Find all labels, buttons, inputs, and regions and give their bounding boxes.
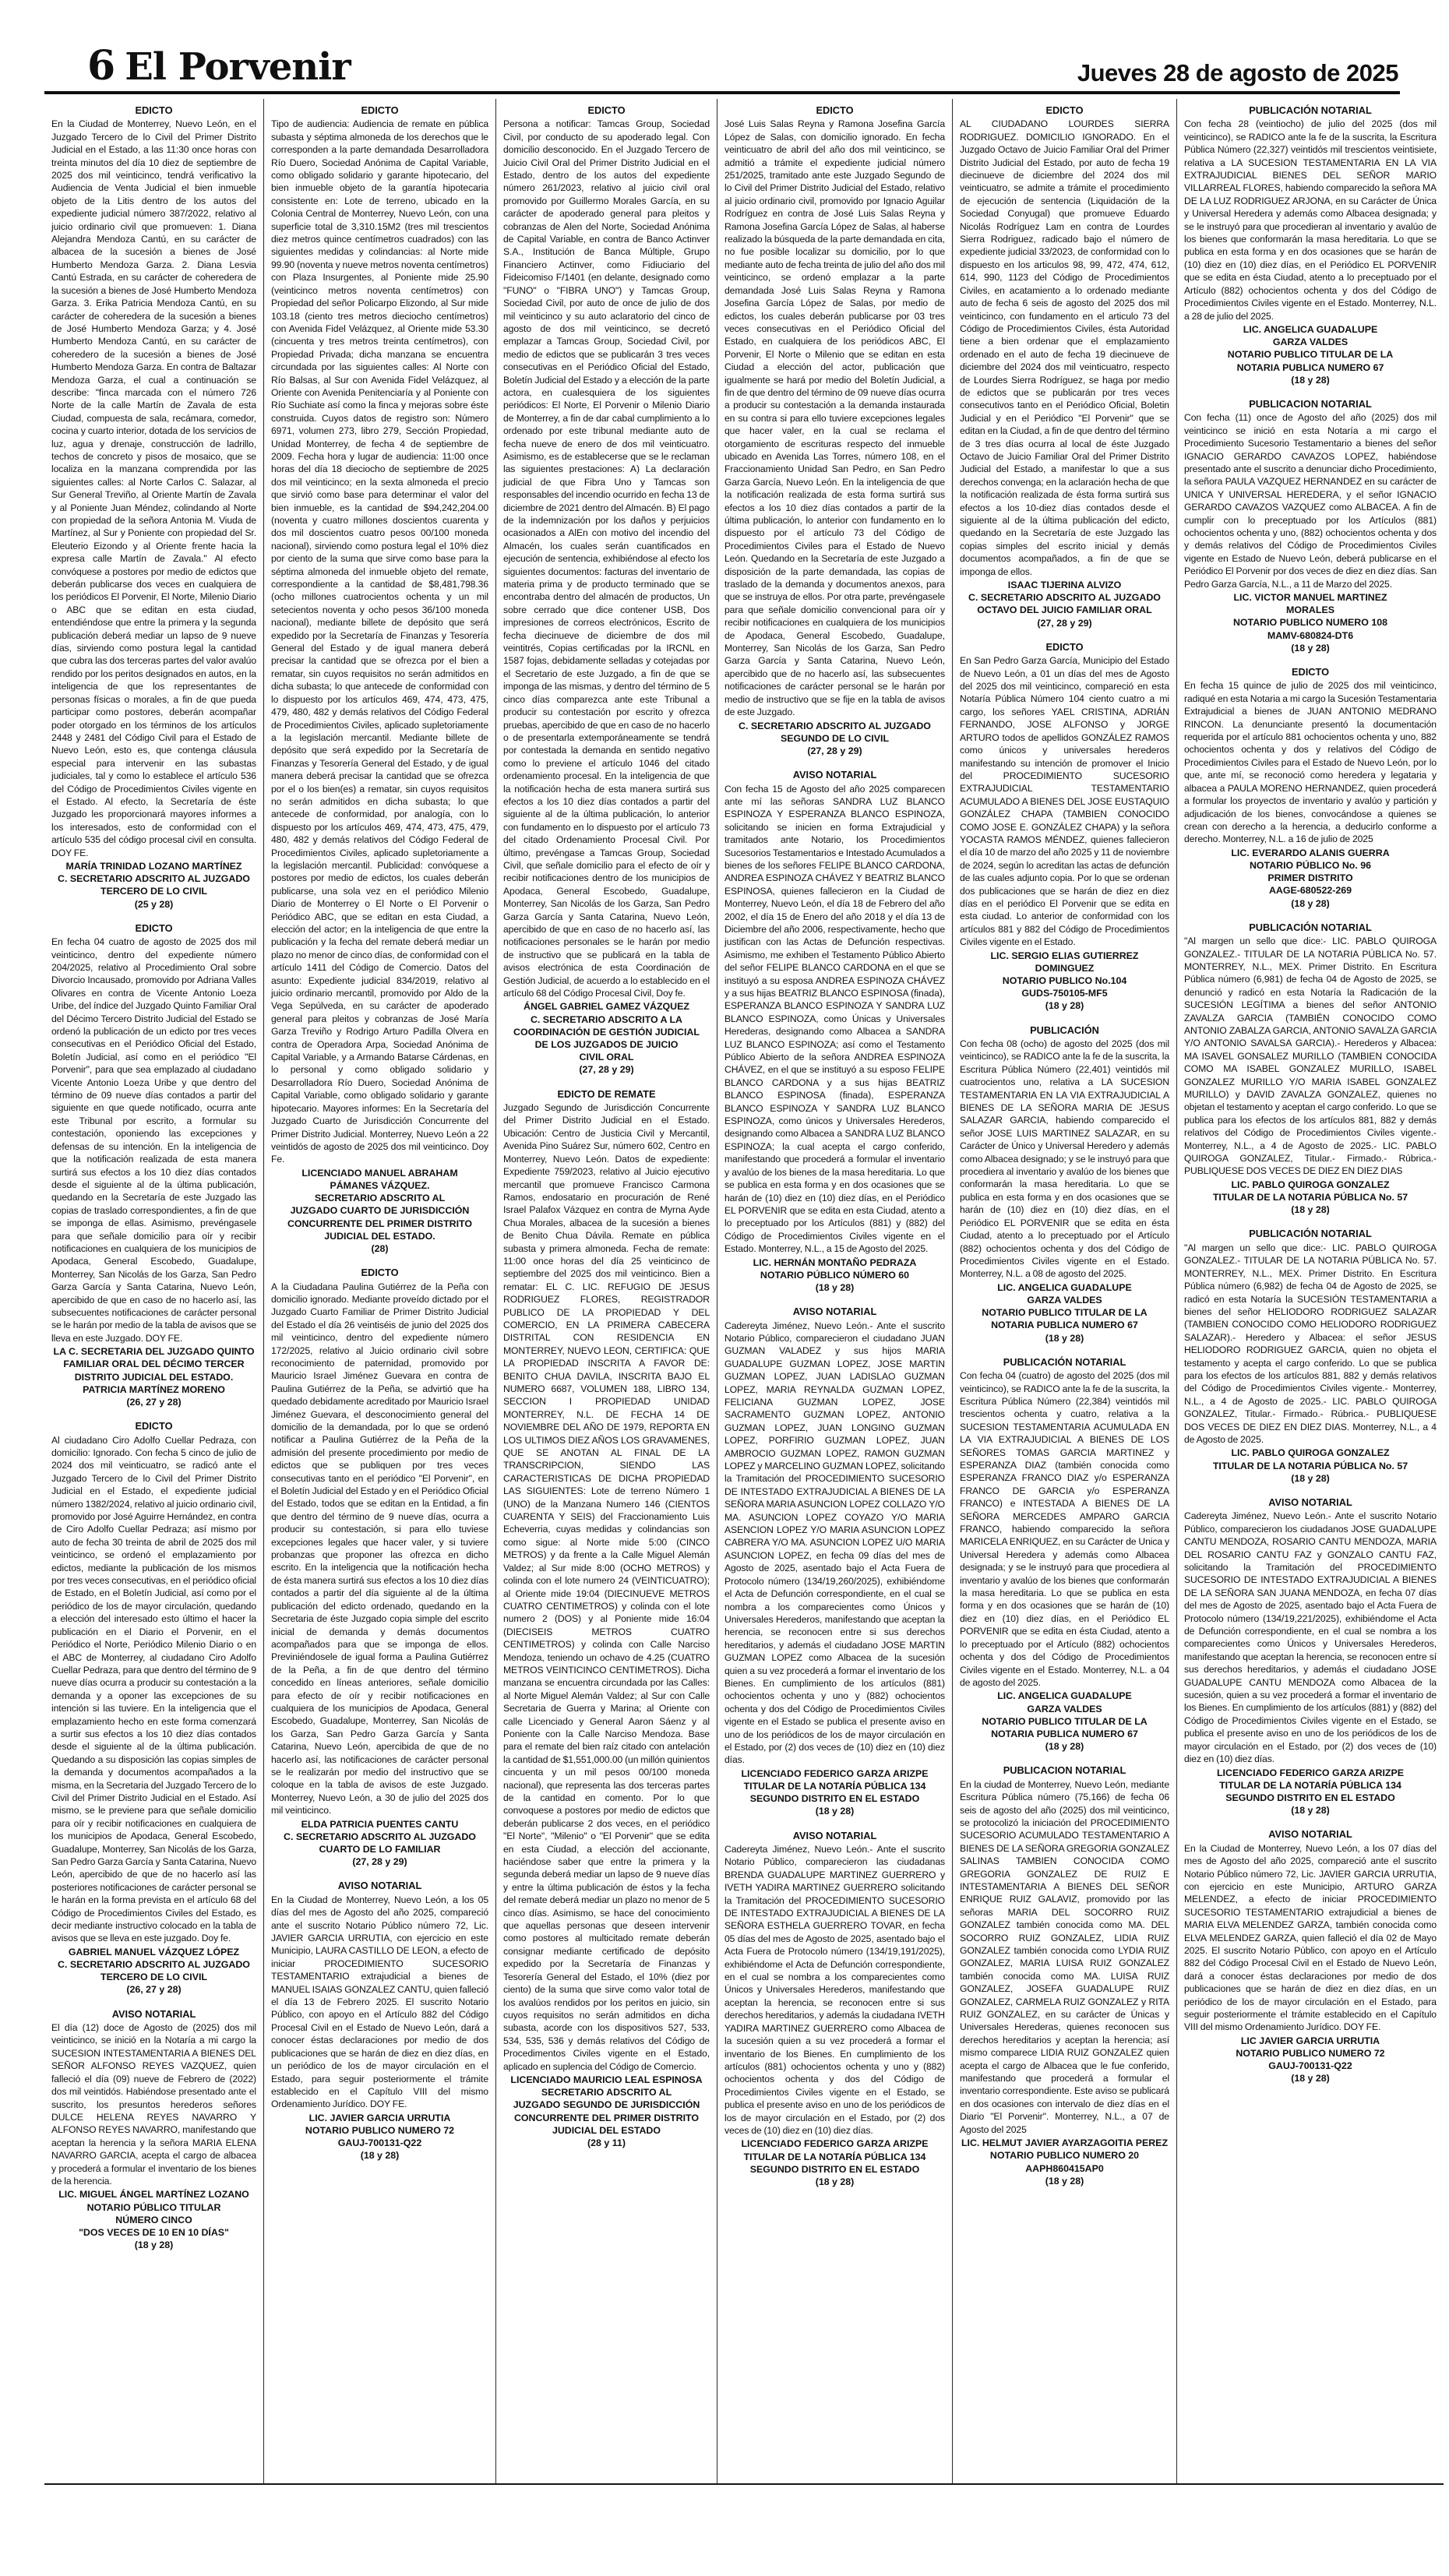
signature-line: SECRETARIO ADSCRITO AL bbox=[541, 2087, 672, 2099]
signature-line: LICENCIADO MAURICIO LEAL ESPINOSA bbox=[510, 2074, 703, 2085]
notice-heading: PUBLICACION NOTARIAL bbox=[1249, 397, 1372, 410]
signature-line: DISTRITO JUDICIAL DEL ESTADO. bbox=[74, 1371, 234, 1383]
signature-line: NOTARIO PÚBLICO TITULAR bbox=[86, 2201, 221, 2213]
signature-line: GARZA VALDES bbox=[1027, 1294, 1102, 1306]
signature-line: SEGUNDO DISTRITO EN EL ESTADO bbox=[1225, 1792, 1395, 1803]
signature-line: MORALES bbox=[1286, 604, 1334, 616]
signature-line: LIC. HELMUT JAVIER AYARZAGOITIA PEREZ bbox=[961, 2137, 1169, 2149]
signature-line: (18 y 28) bbox=[360, 2150, 400, 2162]
signature-line: (18 y 28) bbox=[1045, 2175, 1084, 2187]
signature-line: GARZA VALDES bbox=[1272, 337, 1349, 348]
signature-line: NOTARIO PUBLICO No.104 bbox=[1002, 975, 1127, 986]
signature-line: C. SECRETARIO ADSCRITO AL JUZGADO bbox=[58, 1959, 250, 1971]
notice-signature bbox=[724, 720, 945, 758]
notice-heading: EDICTO bbox=[361, 1267, 399, 1279]
signature-line: SECRETARIO ADSCRITO AL bbox=[314, 1193, 446, 1204]
signature-line: DE LOS JUZGADOS DE JUICIO bbox=[534, 1039, 679, 1051]
notice-signature bbox=[1184, 1767, 1437, 1817]
signature-line: SEGUNDO DISTRITO EN EL ESTADO bbox=[749, 1793, 920, 1805]
signature-line: (18 y 28) bbox=[1291, 1472, 1330, 1484]
signature-line: LIC. ANGELICA GUADALUPE bbox=[997, 1281, 1132, 1293]
signature-line: SEGUNDO DE LO CIVIL bbox=[780, 732, 890, 744]
signature-line: (18 y 28) bbox=[1291, 897, 1330, 909]
notice-body: Con fecha 28 (veintiocho) de julio del 2025 (dos mil veinticinco), se RADICO ante la fe de la suscrita, la Escritura Pública Número (22,327) veintidós mil trescientos veintisiete, relativa a LA SUCESION TESTAMENTARIA EN LA VIA EXTRAJUDICIAL BIENES DEL SEÑOR MARIO VILLARREAL FLORES, habiendo comparecido la señora MA DE LA LUZ RODRIGUEZ ARJONA, en su Carácter de Única y Universal Heredera y además como Albacea designada; y se le instruyó para que procedieran al inventario y avalúo de los bienes que conformarán la masa hereditaria. Lo que se publica en esta forma y en dos ocasiones que se harán de (10) diez en (10) diez días, en el Periódico EL PORVENIR que se edita en ésta Ciudad, atento a lo preceptuado por el Artículo (882) ochocientos ochenta y dos del Código de Procedimientos Civiles vigente en el Estado. Monterrey, N.L. a 28 de julio del 2025. bbox=[1184, 118, 1437, 322]
notice-body: Al ciudadano Ciro Adolfo Cuellar Pedraza, con domicilio: Ignorado. Con fecha 5 cinco de julio de 2024 dos mil veinticuatro, se radicó ante el Juzgado Tercero de lo Civil del Primer Distrito Judicial en el Estado, el expediente judicial número 1382/2024, relativo al juicio ordinario civil, promovido por José Aguirre Hernández, en contra de Ciro Adolfo Cuellar Pedraza; así mismo por auto de fecha 30 treinta de abril de 2025 dos mil veinticinco, se ordenó el emplazamiento por edictos, mediante la publicación de los mismos por tres veces consecutivas, en el periódico oficial de Estado, en el Boletín Judicial, así como por el periódico de los de mayor circulación, quedando a elección del interesado esto último el hacer la publicación en el Diario el Porvenir, en el Periódico el Norte, Periódico Milenio Diario o en el ABC de Monterrey, al ciudadano Ciro Adolfo Cuellar Pedraza, para que dentro del término de 9 nueve días ocurra a producir su contestación a la demanda y a oponer las excepciones de su intención si las tuviere. En la inteligencia que el emplazamiento hecho en este forma comenzará a surtir sus efectos a los 10 diez días contados desde el siguiente al de la última publicación. Quedando a su disposición las copias simples de la demanda y documentos acompañados a la misma, en la Secretaria del Juzgado Tercero de lo Civil del Primer Distrito Judicial en el Estado. Así mismo, se le previene para que señale domicilio para oír y recibir notificaciones en cualquiera de los municipios de Apodaca, General Escobedo, Guadalupe, Monterrey, San Nicolás de los Garza, San Pedro Garza García y Santa Catarina, Nuevo León, apercibido de que de no hacerlo así las posteriores notificaciones de carácter personal se le harán en la forma prevista en el artículo 68 del Código de Procedimientos Civiles del Estado, es decir mediante instructivo colocado en la tabla de avisos que se lleva en este juzgado. Doy fe. bbox=[51, 1434, 256, 1944]
columns bbox=[44, 99, 1444, 2485]
signature-line: NOTARIO PUBLICO TITULAR DE LA bbox=[1227, 349, 1394, 361]
notice-signature bbox=[1184, 847, 1437, 910]
signature-line: (18 y 28) bbox=[815, 1281, 855, 1293]
signature-line: LIC. PABLO QUIROGA GONZALEZ bbox=[1231, 1179, 1390, 1190]
signature-line: NOTARIO PUBLICO NUMERO 20 bbox=[989, 2150, 1140, 2162]
signature-line: (27, 28 y 29) bbox=[579, 1064, 634, 1076]
notice-signature bbox=[271, 2112, 488, 2162]
signature-line: ISAAC TIJERINA ALVIZO bbox=[1007, 580, 1122, 591]
signature-line: GABRIEL MANUEL VÁZQUEZ LÓPEZ bbox=[68, 1946, 240, 1958]
notice-heading: PUBLICACION NOTARIAL bbox=[1003, 1764, 1126, 1777]
signature-line: LICENCIADO FEDERICO GARZA ARIZPE bbox=[741, 2138, 929, 2150]
signature-line: LICENCIADO FEDERICO GARZA ARIZPE bbox=[741, 1767, 929, 1779]
signature-line: GUDS-750105-MF5 bbox=[1021, 988, 1108, 999]
notice-heading: EDICTO DE REMATE bbox=[557, 1087, 656, 1100]
signature-line: CONCURRENTE DEL PRIMER DISTRITO bbox=[287, 1218, 473, 1229]
signature-line: LICENCIADO FEDERICO GARZA ARIZPE bbox=[1216, 1767, 1404, 1778]
notice-body: En la Ciudad de Monterrey, Nuevo León, a los 05 días del mes de Agosto del año 2025, compareció ante el suscrito Notario Público número 72, Lic. JAVIER GARCIA URRUTIA, con ejercicio en este Municipio, LAURA CASTILLO DE LEON, a efecto de iniciar PROCEDIMIENTO SUCESORIO TESTAMENTARIO extrajudicial a bienes de MANUEL ISAIAS GONZALEZ CANTU, quien falleció el día 13 de Febrero 2025. El suscrito Notario Público, con apoyo en el Artículo 882 del Código Procesal Civil en el Estado de Nuevo León, dará a conocer éstas declaraciones por medio de dos publicaciones que se harán de diez en diez días, en un periódico de los de mayor circulación en el Estado, para seguir posteriormente el trámite establecido en el Capítulo VIII del mismo Ordenamiento Jurídico. DOY FE. bbox=[271, 1894, 488, 2110]
signature-line: (27, 28 y 29) bbox=[352, 1856, 407, 1868]
notice-signature bbox=[960, 1281, 1169, 1344]
signature-line: LIC. ANGELICA GUADALUPE bbox=[997, 1690, 1132, 1702]
notice-signature bbox=[1184, 323, 1437, 386]
signature-line: LIC. ANGELICA GUADALUPE bbox=[1243, 323, 1378, 335]
signature-line: LIC. MIGUEL ÁNGEL MARTÍNEZ LOZANO bbox=[58, 2189, 249, 2201]
notice-signature bbox=[503, 2074, 710, 2149]
notice-heading: AVISO NOTARIAL bbox=[1268, 1828, 1352, 1841]
signature-line: CUARTO DE LO FAMILIAR bbox=[319, 1844, 441, 1855]
notice-body: A la Ciudadana Paulina Gutiérrez de la Peña con domicilio ignorado. Mediante proveído dictado por el Juzgado Cuarto Familiar de Primer Distrito Judicial del Estado el día 26 veintiséis de junio del 2025 dos mil veinticinco, dentro del expediente número 172/2025, relativo al Juicio ordinario civil sobre reconocimiento de paternidad, promovido por Mauricio Israel Jiménez Guevara en contra de Paulina Gutiérrez de la Peña, se advirtió que ha quedado debidamente acreditado por Mauricio Israel Jiménez Guevara, el desconocimiento general del domicilio de la demandada, por lo que se ordenó notificar a Paulina Gutiérrez de la Peña de la admisión del presente procedimiento por medio de edictos que se publiquen por tres veces consecutivas tanto en el periódico "El Porvenir", en el Boletín Judicial del Estado y en el Periódico Oficial del Estado, todos que se editan en la Entidad, a fin que dentro del término de 9 nueve días, ocurra a producir su contestación, si para ello tuviese excepciones legales que hacer valer, y si tuviere probanzas que proponer las ofrezca en dicho escrito. En la inteligencia que la notificación hecha de ésta manera surtirá sus efectos a los 10 diez días contados a partir del día siguiente al de la última publicación del edicto ordenado, quedando en la Secretaria de éste Juzgado copia simple del escrito inicial de demanda y demás documentos acompañados para que se imponga de ellos. Previniéndosele de igual forma a Paulina Gutiérrez de la Peña, a fin de que dentro del término concedido en líneas anteriores, señale domicilio para efecto de oír y recibir notificaciones en cualquiera de los municipios de Apodaca, General Escobedo, Guadalupe, Monterrey, San Nicolás de los Garza, San Pedro Garza García y Santa Catarina, Nuevo León, apercibida de que de no hacerlo así, las notificaciones de carácter personal se le realizarán por medio del instructivo que se coloque en la tabla de avisos de este Juzgado. Monterrey, Nuevo León, a 30 de julio del 2025 dos mil veinticinco. bbox=[271, 1281, 488, 1817]
notice-heading: EDICTO bbox=[816, 104, 854, 116]
signature-line: TERCERO DE LO CIVIL bbox=[100, 886, 207, 897]
signature-line: GAUJ-700131-Q22 bbox=[1268, 2060, 1352, 2072]
notice-heading: EDICTO bbox=[135, 1420, 173, 1432]
notice-body: En San Pedro Garza García, Municipio del Estado de Nuevo León, a 01 un días del mes de Agosto del 2025 dos mil veinticinco, compareció en esta Notaría Pública Número 104 ciento cuatro a mi cargo, los señores YAEL CRISTINA, ADRIÁN FERNANDO, JOSE ALFONSO y JORGE ARTURO todos de apellidos GONZÁLEZ RAMOS como únicos y universales herederos manifestando su intención de promover el Inicio del PROCEDIMIENTO SUCESORIO EXTRAJUDICIAL TESTAMENTARIO ACUMULADO A BIENES DEL JOSE EUSTAQUIO GONZÁLEZ CHAPA (TAMBIEN CONOCIDO COMO JOSE E. GONZÁLEZ CHAPA) y la señora YOCASTA RAMOS MÉNDEZ, quienes fallecieron el día 10 de marzo del año 2025 y 11 de noviembre de 2024, según lo acreditan las actas de defunción de las cuales adjunto copia. Por lo que se ordenan dos publicaciones que se harán de diez en diez días en el periódico El Porvenir que se edita en esta ciudad. Lo anterior de conformidad con los artículos 881 y 882 del Código de Procedimientos Civiles vigente en el Estado. bbox=[960, 655, 1169, 948]
signature-line: (28 y 11) bbox=[587, 2137, 626, 2148]
notice-signature bbox=[724, 1256, 945, 1295]
signature-line: PÁMANES VÁZQUEZ. bbox=[330, 1179, 430, 1191]
signature-line: (25 y 28) bbox=[134, 898, 174, 910]
signature-line: (27, 28 y 29) bbox=[1037, 617, 1092, 629]
signature-line: NOTARIO PÚBLICO No. 96 bbox=[1249, 859, 1372, 871]
signature-line: C. SECRETARIO ADSCRITO AL JUZGADO bbox=[739, 720, 931, 731]
notice-signature bbox=[51, 1345, 256, 1408]
notice-body: "Al margen un sello que dice:- LIC. PABLO QUIROGA GONZALEZ.- TITULAR DE LA NOTARIA PÚBLICA No. 57. MONTERREY, N.L., MEX. Primer Distrito. En Escritura Pública número (6,981) de fecha 04 de Agosto de 2025, se denunció y radicó en esta Notaría la Radicación de la SUCESIÓN LEGÍTIMA a bienes del señor ANTONIO ZAVALZA GARCIA (TAMBIÉN CONOCIDO COMO ANTONIO ZABALZA GARCIA, ANTONIO SAVALZA GARCIA Y/O ANTONIO SAVALSA GARCIA).- Herederos y Albacea: MA ISAVEL GONSALEZ MURILLO (TAMBIEN CONOCIDA COMO MA ISABEL GONZALEZ MURILLO, ISABEL GONZALEZ MURILLO Y/O MARIA ISABEL GONZALEZ MURILLO) y DAVID ZAVALZA GONZALEZ, quienes no objetan el testamento y aceptan el cargo conferido. Lo que se publica para los efectos de los artículos 881, 882 y demás relativos del Código de Procedimientos Civiles vigente.- Monterrey, N.L., a 4 de Agosto de 2025.- LIC. PABLO QUIROGA GONZALEZ, Titular.- Firmado.- Rúbrica.- PUBLIQUESE DOS VECES DE DIEZ EN DIEZ DIAS bbox=[1184, 936, 1437, 1177]
signature-line: (18 y 28) bbox=[1291, 2073, 1330, 2084]
notice-signature bbox=[271, 1818, 488, 1869]
signature-line: (18 y 28) bbox=[134, 2239, 174, 2251]
signature-line: LIC. EVERARDO ALANIS GUERRA bbox=[1231, 847, 1390, 858]
signature-line: (18 y 28) bbox=[1291, 374, 1330, 386]
notice-body: En la ciudad de Monterrey, Nuevo León, mediante Escritura Pública número (75,166) de fecha 06 seis de agosto del año (2025) dos mil veinticinco, se protocolizó la iniciación del PROCEDIMIENTO SUCESORIO ACUMULADO TESTAMENTARIO A BIENES DE LA SEÑORA GREGORIA GONZALEZ SALINAS TAMBIEN CONOCIDA COMO GREGORIA GONZALEZ DE RUIZ E INTESTAMENTARIA A BIENES DEL SEÑOR ENRIQUE RUIZ GALAVIZ, promovido por las señoras MARIA DEL SOCORRO RUIZ GONZALEZ también conocida como MA. DEL SOCORRO RUIZ GONZALEZ, LIDIA RUIZ GONZALEZ también conocida como LYDIA RUIZ GONZALEZ, MARIA LUISA RUIZ GONZALEZ también conocida como MA. LUISA RUIZ GONZALEZ, JOSEFA GUADALUPE RUIZ GONZALEZ, CARMELA RUIZ GONZALEZ y RITA RUIZ GONZALEZ, en su carácter de Únicas y Universales Herederas, quienes reconocen sus derechos hereditarios y aceptan la herencia; así mismo comparece LIDIA RUIZ GONZALEZ quien acepta el cargo de Albacea que le fue conferido, manifestando que procederá a formular el inventario correspondiente. Este aviso se publicará en dos ocasiones con intervalo de diez días en el Diario "El Porvenir". Monterrey, N.L., a 07 de Agosto del 2025 bbox=[960, 1778, 1169, 2135]
signature-line: AAPH860415AP0 bbox=[1025, 2162, 1104, 2174]
notice-heading: PUBLICACIÓN NOTARIAL bbox=[1249, 104, 1372, 116]
notice-body: En fecha 15 quince de julio de 2025 dos mil veinticinco, radiqué en esta Notaria a mi cargo la Sucesión Testamentaria Extrajudicial a bienes de JUAN ANTONIO MEDRANO RINCON. La denunciante presentó la documentación requerida por el artículo 881 ochocientos ochenta y uno, 882 ochocientos ochenta y dos y relativos del Código de Procedimientos Civiles para el Estado de Nuevo León, por lo que, ante mí, se reconoció como heredera y legataria y albacea a PAULA MORENO HERNANDEZ, quien procederá a formular los proyectos de inventario y avalúo y partición y adjudicación de los bienes, convocándose a quienes se crean con derecho a la herencia, a deducirlo conforme a derecho. Monterrey, N.L. a 16 de julio de 2025 bbox=[1184, 680, 1437, 845]
signature-line: TITULAR DE LA NOTARÍA PÚBLICA 134 bbox=[743, 2151, 926, 2162]
column-6 bbox=[1176, 99, 1444, 2483]
signature-line: "DOS VECES DE 10 EN 10 DÍAS" bbox=[79, 2226, 229, 2238]
notice-signature bbox=[1184, 1179, 1437, 1217]
notice-signature bbox=[960, 950, 1169, 1013]
signature-line: (18 y 28) bbox=[1291, 1805, 1330, 1817]
signature-line: COORDINACIÓN DE GESTIÓN JUDICIAL bbox=[513, 1026, 700, 1038]
notice-body: Cadereyta Jiménez, Nuevo León.- Ante el suscrito Notario Público, comparecieron el ciudadano JUAN GUZMAN VALADEZ y sus hijos MARIA GUADALUPE GUZMAN LOPEZ, JOSE MARTIN GUZMAN LOPEZ, JUAN LADISLAO GUZMAN LOPEZ, MARIA REYNALDA GUZMAN LOPEZ, FELICIANA GUZMAN LOPEZ, JOSE SACRAMENTO GUZMAN LOPEZ, ANTONIO GUZMAN LOPEZ, JUAN LONGINO GUZMAN LOPEZ, PORFIRIO GUZMAN LOPEZ, JUAN AMBROCIO GUZMAN LOPEZ, RAMON GUZMAN LOPEZ y MARCELINO GUZMAN LOPEZ, solicitando la Tramitación del PROCEDIMIENTO SUCESORIO DE INTESTADO EXTRAJUDICIAL A BIENES DE LA SEÑORA MARIA ASUNCION LOPEZ COLLAZO Y/O MA. ASUNCION LOPEZ COYAZO Y/O MARIA ASENCION LOPEZ Y/O MARIA ASUNCION LOPEZ CABRERA Y/O MA. ASUNCION LOPEZ U/O MARIA ASUNCION LOPEZ, en fecha 09 días del mes de Agosto de 2025, asentado bajo el Acta Fuera de Protocolo número (134/19,260/2025), exhibiéndome el Acta de Defunción correspondiente, en el cual se nombra a los comparecientes como Únicos y Universales Herederos, manifestando que aceptan la herencia, se reconocen entre si sus derechos hereditarios, y además el ciudadano JOSE MARTIN GUZMAN LOPEZ como Albacea de la sucesión quien a su vez procederá a formar el inventario de los Bienes. En cumplimiento de los artículos (881) ochocientos ochenta y uno y (882) ochocientos ochenta y dos del Código de Procedimientos Civiles vigente en el Estado se publica el presente aviso en uno de los periódicos de los de mayor circulación en el Estado, por (2) dos veces de (10) diez en (10) diez días. bbox=[724, 1320, 945, 1766]
notice-heading: EDICTO bbox=[135, 104, 173, 116]
signature-line: (18 y 28) bbox=[1045, 1332, 1084, 1344]
signature-line: NOTARIA PUBLICA NUMERO 67 bbox=[991, 1728, 1138, 1739]
notice-signature bbox=[1184, 2035, 1437, 2085]
signature-line: NOTARIO PUBLICO NUMERO 72 bbox=[305, 2124, 455, 2136]
signature-line: MARÍA TRINIDAD LOZANO MARTÍNEZ bbox=[65, 860, 242, 872]
notice-signature bbox=[960, 1690, 1169, 1753]
notice-body: Persona a notificar: Tamcas Group, Sociedad Civil, por conducto de su apoderado legal. Con domicilio desconocido. En el Juzgado Tercero de Juicio Civil Oral del Primer Distrito Judicial en el Estado, dentro de los autos del expediente número 261/2023, relativo al juicio civil oral promovido por Guillermo Morales García, en su carácter de apoderado general para pleitos y cobranzas de Alen del Norte, Sociedad Anónima de Capital Variable, en contra de Banco Actinver S.A., Institución de Banca Múltiple, Grupo Financiero Actinver, como Fidiuciario del Fideicomiso F/1401 (en delante, designado como "FUNO" o "FIBRA UNO") y Tamcas Group, Sociedad Civil, por auto de once de julio de dos mil veinticinco y su auto aclaratorio del cinco de agosto de dos mil veinticinco, se decretó emplazar a Tamcas Group, Sociedad Civil, por medio de edictos que se publicarán 3 tres veces consecutivas en el Periódico Oficial del Estado, Boletín Judicial del Estado y a elección de la parte actora, en cualesquiera de los siguientes periódicos: El Norte, El Porvenir o Milenio Diario de Monterrey, a fin de dar cabal cumplimiento a lo ordenado por este tribunal mediante auto de fecha nueve de enero de dos mil veinticuatro. Asimismo, es de establecerse que se le reclaman las siguientes prestaciones: A) La declaración judicial de que Fibra Uno y Tamcas son responsables del incendio ocurrido en fecha 13 de diciembre de 2021 dentro del Almacén. B) El pago de la indemnización por los daños y perjuicios ocasionados a AlEn con motivo del incendio del Almacén, los cuales serán cuantificados en ejecución de sentencia, exhibiéndose al efecto los siguientes documentos: facturas del inventario de materia prima y de producto terminado que se encontraba dentro del almacén de productos, Un sobre cerrado que dice contener USB, Dos impresiones de correos electrónicos, Escrito de fecha diecinueve de diciembre de dos mil veintitrés, Copias certificadas por la IRCNL en 1587 fojas, debidamente selladas y cotejadas por el Secretario de este Juzgado, a fin de que se imponga de las mismas, y dentro del término de 5 cinco días comparezca ante este Tribunal a producir su contestación por escrito y ofrezca pruebas, apercibido de que en caso de no hacerlo o de presentarla extemporáneamente se tendrá por contestada la demanda en sentido negativo como lo previene el artículo 1046 del citado ordenamiento procesal. En la inteligencia de que la notificación hecha de esta manera surtirá sus efectos a los 10 diez días contados a partir del siguiente al de la última publicación, lo anterior con fundamento en lo dispuesto por el artículo 73 del citado Ordenamiento Procesal Civil. Por último, prevéngase a Tamcas Group, Sociedad Civil, que señale domicilio para el efecto de oír y recibir notificaciones dentro de los municipios de Apodaca, General Escobedo, Guadalupe, Monterrey, San Nicolás de los Garza, San Pedro Garza García y Santa Catarina, Nuevo León, apercibido de que en caso de no hacerlo así, las notificaciones personales se le harán por medio de instructivo que se publicará en la tabla de avisos electrónica de esta Coordinación de Gestión Judicial, de acuerdo a lo establecido en el artículo 68 del Código Procesal Civil, Doy fe. bbox=[503, 118, 710, 999]
signature-line: (18 y 28) bbox=[1291, 642, 1330, 654]
signature-line: NOTARIA PUBLICA NUMERO 67 bbox=[991, 1320, 1138, 1331]
notice-body: Con fecha 08 (ocho) de agosto del 2025 (dos mil veinticinco), se RADICO ante la fe de la suscrita, la Escritura Pública Número (22,401) veintidós mil cuatrocientos uno, relativa a LA SUCESION TESTAMENTARIA EN LA VIA EXTRAJUDICIAL A BIENES DE LA SEÑORA MARIA DE JESUS SALAZAR GARCIA, habiendo comparecido el señor JOSE LUIS MARTINEZ SALAZAR, en su Carácter de Único y Universal Heredero y además como Albacea designado; y se le instruyó para que procediera al inventario y avalúo de los bienes que conformarán la masa hereditaria. Lo que se publica en esta forma y en dos ocasiones que se harán de (10) diez en (10) diez días, en el Periódico EL PORVENIR que se edita en ésta Ciudad, atento a lo preceptuado por el Artículo (882) ochocientos ochenta y dos del Código de Procedimientos Civiles vigente en el Estado. Monterrey, N.L. a 08 de agosto del 2025. bbox=[960, 1038, 1169, 1280]
notice-signature bbox=[724, 1767, 945, 1818]
signature-line: NOTARIO PUBLICO NUMERO 72 bbox=[1236, 2048, 1385, 2060]
signature-line: ELDA PATRICIA PUENTES CANTU bbox=[301, 1818, 459, 1830]
signature-line: (18 y 28) bbox=[815, 1806, 855, 1817]
notice-body: Tipo de audiencia: Audiencia de remate en pública subasta y séptima almoneda de los derechos que le corresponden a la parte demandada Desarrolladora Río Duero, Sociedad Anónima de Capital Variable, como obligado solidario y garante hipotecario, del bien inmueble objeto de la garantía hipotecaria consistente en: Lote de terreno, ubicado en la Colonia Central de Monterrey, Nuevo León, con una superficie total de 3,310.15M2 (tres mil trescientos diez metros quince centímetros cuadrados) con las siguientes medidas y colindancias: al Norte mide 99.90 (noventa y nueve metros noventa centímetros) con Plaza Insurgentes, al Poniente mide 25.90 (veinticinco metros noventa centímetros) con Propiedad del señor Policarpo Elizondo, al Sur mide 103.18 (ciento tres metros dieciocho centímetros) con Avenida Fidel Velázquez, al Oriente mide 53.30 (cincuenta y tres metros treinta centímetros), con Propiedad Privada; dicha manzana se encuentra circundada por las siguientes calles: Al Norte con Río Balsas, al Sur con Avenida Fidel Velázquez, al Oriente con Avenida Penitenciaría y al Poniente con Río Suchiate así como la finca y mejoras sobre éste construida. Cuyos datos de registro son: Número 6971, volumen 273, libro 279, Sección Propiedad, Unidad Monterrey, de fecha 4 de septiembre de 2009. Fecha hora y lugar de audiencia: 11:00 once horas del día 18 dieciocho de septiembre de 2025 dos mil veinticinco; en la sexta almoneda el precio que sirvió como base para determinar el valor del bien inmueble, es la cantidad de $94,242,204.00 (noventa y cuatro millones doscientos cuarenta y dos mil doscientos cuatro pesos 00/100 moneda nacional), sirviendo como postura legal el 10% diez por ciento de la suma que sirve como base para la séptima almoneda del inmueble objeto del remate, correspondiente a la cantidad de $8,481,798.36 (ocho millones cuatrocientos ochenta y un mil setecientos noventa y ocho pesos 36/100 moneda nacional), mediante billete de depósito que será expedido por la Secretaría de Finanzas y Tesorería General del Estado y de igual manera deberá precisar la cantidad que se ofrezca por el bien a rematar, sin cuyos requisitos no serán admitidos en dicha subasta; lo que antecede de conformidad con lo dispuesto por los artículos 469, 474, 473, 475, 479, 480, 482 y demás relativos del Código Federal de Procedimientos Civiles, aplicado supletoriamente a la legislación mercantil. Mediante billete de depósito que será expedido por la Secretaría de Finanzas y Tesorería General del Estado, y de igual manera deberá precisar la cantidad que se ofrezca por el o los bien(es) a rematar, sin cuyos requisitos no serán admitidos en dicha subasta; lo que antecede de conformidad, por analogía, con lo dispuesto por los artículos 469, 474, 473, 475, 479, 480, 482 y demás relativos del Código Federal de Procedimientos Civiles, aplicado supletoriamente a la legislación mercantil. Publicidad: convóquese a postores por medio de edictos, los cuales deberán publicarse, una sola vez en el periódico Milenio Diario de Monterrey o El Norte o El Porvenir o Periódico ABC, que se editan en esta Ciudad, a elección del actor; en la inteligencia de que entre la publicación y la fecha del remate deberá mediar un plazo no menor de cinco días, de conformidad con el artículo 1411 del Código de Comercio. Datos del asunto: Expediente judicial 834/2019, relativo al juicio ordinario mercantil, promovido por Aldo de la Vega Sepúlveda, en su carácter de apoderado general para pleitos y cobranzas de José María Garza Treviño y Rodrigo Arturo Padilla Olvera en contra de Operadora Arpa, Sociedad Anónima de Capital Variable, y a Armando Batarse Cárdenas, en lo personal y como obligado solidario y Desarrolladora Río Duero, Sociedad Anónima de Capital Variable, como obligado solidario y garante hipotecario. Mayores informes: En la Secretaría del Juzgado Cuarto de Jurisdicción Concurrente del Primer Distrito Judicial. Monterrey, Nuevo León a 22 veintidós de agosto de 2025 dos mil veinticinco. Doy Fe. bbox=[271, 118, 488, 1165]
notice-signature bbox=[503, 1000, 710, 1076]
signature-line: (28) bbox=[371, 1242, 389, 1254]
signature-line: JUDICIAL DEL ESTADO bbox=[552, 2124, 661, 2136]
signature-line: NOTARIO PÚBLICO NÚMERO 60 bbox=[760, 1269, 910, 1281]
newspaper-title: El Porvenir bbox=[125, 45, 351, 89]
signature-line: JUDICIAL DEL ESTADO. bbox=[324, 1230, 435, 1242]
notice-heading: EDICTO bbox=[1045, 104, 1084, 116]
signature-line: DOMINGUEZ bbox=[1035, 962, 1095, 974]
notice-signature bbox=[51, 860, 256, 911]
notice-heading: PUBLICACIÓN NOTARIAL bbox=[1249, 921, 1372, 933]
masthead-rule bbox=[44, 91, 1400, 94]
notice-body: El día (12) doce de Agosto de (2025) dos mil veinticinco, se inició en la Notaría a mi cargo la SUCESION INTESTAMENTARIA A BIENES DEL SEÑOR ALFONSO REYES VAZQUEZ, quien falleció el día (09) nueve de Febrero de (2022) dos mil veintidós. Habiéndose presentado ante el suscrito, los presuntos herederos señores DULCE HELENA REYES NAVARRO Y ALFONSO REYES NAVARRO, manifestando que aceptan la herencia y la señora MARIA ELENA NAVARRO GARCIA, acepta el cargo de albacea y procederá a formular el inventario de los bienes de la herencia. bbox=[51, 2022, 256, 2187]
signature-line: C. SECRETARIO ADSCRITO AL JUZGADO bbox=[58, 873, 250, 885]
signature-line: NOTARIO PUBLICO TITULAR DE LA bbox=[982, 1307, 1148, 1319]
signature-line: LIC. HERNÁN MONTAÑO PEDRAZA bbox=[753, 1256, 917, 1268]
signature-line: GARZA VALDES bbox=[1027, 1703, 1102, 1714]
issue-date: Jueves 28 de agosto de 2025 bbox=[1077, 59, 1398, 86]
column-5 bbox=[952, 99, 1176, 2483]
notice-heading: AVISO NOTARIAL bbox=[111, 2007, 196, 2020]
signature-line: PATRICIA MARTÍNEZ MORENO bbox=[83, 1383, 225, 1395]
notice-body: Con fecha 15 de Agosto del año 2025 comparecen ante mí las señoras SANDRA LUZ BLANCO ESPINOZA Y ESPERANZA BLANCO ESPINOZA, solicitando se inicien en forma Extrajudicial y tramitados ante Notario, los Procedimientos Sucesorios Testamentarios e Intestado Acumulados a bienes de los señores FELIPE BLANCO CARDONA, ANDREA ESPINOZA CHÁVEZ Y BEATRIZ BLANCO ESPINOSA, quienes fallecieron en la Ciudad de Monterrey, Nuevo León, el día 18 de Febrero del año 2002, el día 15 de Enero del año 2018 y el día 13 de Diciembre del año 2006, respectivamente, hecho que justifican con las Actas de Defunción respectivas. Asimismo, me exhiben el Testamento Público Abierto del señor FELIPE BLANCO CARDONA en el que se instituyó a su esposa ANDREA ESPINOZA CHÁVEZ y a sus hijas BEATRIZ BLANCO ESPINOSA (finada), ESPERANZA BLANCO ESPINOZA Y SANDRA LUZ BLANCO ESPINOZA, como Únicas y Universales Herederas, designando como Albacea a SANDRA LUZ BLANCO ESPINOZA; así como el Testamento Público Abierto de la señora ANDREA ESPINOZA CHÁVEZ, en el que se instituyó a su esposo FELIPE BLANCO CARDONA y a sus hijas BEATRIZ BLANCO ESPINOSA (finada), ESPERANZA BLANCO ESPINOZA Y SANDRA LUZ BLANCO ESPINOZA, como únicos y Universales Herederos, designando como Albacea a SANDRA LUZ BLANCO ESPINOZA; la cual acepta el cargo conferido, manifestando que procederá a formular el inventario y avalúo de los bienes de la masa hereditaria. Lo que se publica en esta forma y en dos ocasiones que se harán de (10) diez en (10) diez días, en el Periódico EL PORVENIR que se edita en esta Ciudad, atento a lo preceptuado por los Artículos (881) y (882) del Código de Procedimientos Civiles vigente en el Estado. Monterrey, N.L., a 15 de Agosto del 2025. bbox=[724, 783, 945, 1255]
signature-line: C. SECRETARIO ADSCRITO AL JUZGADO bbox=[284, 1831, 476, 1842]
page-number: 6 bbox=[87, 42, 115, 90]
notice-body: En fecha 04 cuatro de agosto de 2025 dos mil veinticinco, dentro del expediente número 204/2025, relativo al Procedimiento Oral sobre Divorcio Incausado, promovido por Adriana Valles Olivares en contra de Vicente Antonio Loeza Uribe, del índice del Juzgado Quinto Familiar Oral del Décimo Tercero Distrito Judicial del Estado se ordenó la publicación de un edicto por tres veces consecutivas en el Periódico Oficial del Estado, Boletín Judicial, así como en el periódico "El Porvenir", para que sea emplazado al ciudadano Vicente Antonio Loeza Uribe y que dentro del término de 09 nueve días contados a partir del siguiente en que quede notificado, ocurra ante este Tribunal por escrito, a formular su contestación, oponiendo las excepciones y defensas de su intención. En la inteligencia de que la notificación realizada de esta manera surtirá sus efectos a los 10 diez días contados desde el siguiente al de la última publicación, quedando en la Secretaría de este Juzgado las copias de traslado correspondientes, a fin de que se imponga de ellas. Asimismo, prevéngasele para que señale domicilio para oír y recibir notificaciones en cualquiera de los municipios de Apodaca, General Escobedo, Guadalupe, Monterrey, San Nicolás de los Garza, San Pedro Garza García y Santa Catarina, Nuevo León, apercibido de que en caso de no hacerlo así, las subsecuentes notificaciones de carácter personal se le harán por medio de la tabla de avisos que se lleva en este Juzgado. DOY FE. bbox=[51, 936, 256, 1344]
signature-line: (18 y 28) bbox=[1045, 1741, 1084, 1753]
signature-line: TITULAR DE LA NOTARÍA PÚBLICA 134 bbox=[743, 1780, 926, 1792]
column-2 bbox=[263, 99, 495, 2483]
notice-signature bbox=[271, 1167, 488, 1255]
signature-line: LIC JAVIER GARCIA URRUTIA bbox=[1240, 2035, 1380, 2046]
notice-body: Juzgado Segundo de Jurisdicción Concurrente del Primer Distrito Judicial en el Estado. Ubicación: Centro de Justicia Civil y Mercantil, Avenida Pino Suárez Sur, número 602, Centro en Monterrey, Nuevo León. Datos de expediente: Expediente 759/2023, relativo al Juicio ejecutivo mercantil que promueve Francisco Carmona Ramos, endosatario en procuración de René Israel Palafox Vázquez en contra de Myrna Ayde Chua Morales, albacea de la sucesión a bienes de Benito Chua Dávila. Remate en pública subasta y primera almoneda. Fecha de remate: 11:00 once horas del día 25 veinticinco de septiembre del 2025 dos mil veinticinco. Bien a rematar: EL C. LIC. REFUGIO DE JESUS RODRIGUEZ FLORES, REGISTRADOR PUBLICO DE LA PROPIEDAD Y DEL COMERCIO, EN LA PRIMERA CABECERA DISTRITAL CON RESIDENCIA EN MONTERREY, NUEVO LEON, CERTIFICA: QUE LA PROPIEDAD INSCRITA A FAVOR DE: BENITO CHUA DAVILA, INSCRITA BAJO EL NUMERO 6687, VOLUMEN 188, LIBRO 134, SECCION I PROPIEDAD UNIDAD MONTERREY, N.L. DE FECHA 14 DE NOVIEMBRE DEL AÑO DE 1979, REPORTA EN LOS ULTIMOS DIEZ AÑOS LOS GRAVAMENES, QUE SE ANOTAN AL FINAL DE LA TRANSCRIPCION, SIENDO LAS CARACTERISTICAS DE DICHA PROPIEDAD LAS SIGUIENTES: Lote de terreno Número 1 (UNO) de la Manzana Numero 146 (CIENTOS CUARENTA Y SEIS) del Fraccionamiento Luis Echeverria, cuyas medidas y colindancias son como sigue: al Norte mide 5:00 (CINCO METROS) y da frente a la Calle Miguel Alemán Valdez; al Sur mide 8:00 (OCHO METROS) y colinda con el lote numero 24 (VEINTICUATRO); al Oriente mide 19:04 (DIECINUEVE METROS CUATRO CENTIMETROS) y colinda con el lote numero 2 (DOS) y al Poniente mide 16:04 (DIECISEIS METROS CUATRO CENTIMETROS) y colinda con Calle Narciso Mendoza, teniendo un ochavo de 4.25 (CUATRO METROS VEINTICINCO CENTIMETROS). Dicha manzana se encuentra circundada por las Calles: al Norte Miguel Alemán Valdez; al Sur con Calle Secretaria de Guerra y Marina; al Oriente con calle Licenciado y General Aaron Sáenz y al Poniente con la Calle Narciso Mendoza. Base para el remate del bien raíz citado con antelación la cantidad de $1,551,000.00 (un millón quinientos cincuenta y un mil pesos 00/100 moneda nacional), que representa las dos terceras partes de la cantidad en comento. Por lo que convoquese a postores por medio de edictos que deberán publicarse 2 dos veces, en el periódico "El Norte", "Milenio" o "El Porvenir" que se edita en esta Ciudad, a elección del accionante, haciéndose saber que entre la primera y la segunda deberá mediar un lapso de 9 nueve días y entre la última publicación de éstos y la fecha del remate deberá mediar un plazo no menor de 5 cinco días. Asimismo, se hace del conocimiento que aquellas personas que deseen intervenir como postores al multicitado remate deberán consignar mediante certificado de depósito expedido por la Secretaría de Finanzas y Tesorería General del Estado, el 10% (diez por ciento) de la suma que sirve como valor total de los avalúos rendidos por los peritos en juicio, sin cuyos requisitos no serán admitidos en dicha subasta, acorde con los dispositivos 527, 533, 534, 535, 536 y demás relativos del Código de Procedimentos Civiles vigente en el Estado, aplicado en suplencia del Código de Comercio. bbox=[503, 1102, 710, 2072]
signature-line: TITULAR DE LA NOTARIA PÚBLICA No. 57 bbox=[1212, 1460, 1408, 1471]
notice-body: José Luis Salas Reyna y Ramona Josefina García López de Salas, con domicilio ignorado. En fecha veinticuatro de abril del año dos mil veinticinco, se admitió a trámite el expediente judicial número 251/2025, tramitado ante este Juzgado Segundo de lo Civil del Primer Distrito Judicial del Estado, relativo al juicio ordinario civil, promovido por Ignacio Aguilar Rodríguez en contra de José Luis Salas Reyna y Ramona Josefina García López de Salas, al haberse realizado la búsqueda de la parte demandada en cita, no fue posible localizar su domicilio, por lo que mediante auto de fecha treinta de julio del año dos mil veinticinco, se ordenó emplazar a la parte demandada José Luis Salas Reyna y Ramona Josefina García López de Salas, por medio de edictos, los cuales deberán publicarse por 03 tres veces consecutivas en el Periódico Oficial del Estado, en cualquiera de los periódicos ABC, El Porvenir, El Norte o Milenio que se editan en esta Ciudad a elección del actor, publicación que igualmente se hará por medio del Boletín Judicial, a fin de que dentro del término de 09 nueve días ocurra a producir su contestación a la demanda instaurada en su contra si para ello tuviere excepciones legales que hacer valer, en la cual se reclama el otorgamiento de escrituras respecto del inmueble ubicado en Avenida Las Torres, número 108, en el Fraccionamiento Unidad San Pedro, en San Pedro Garza García, Nuevo León. En la inteligencia de que la notificación realizada de esta forma surtirá sus efectos a los 10 diez días contados a partir de la última publicación, lo anterior con fundamento en lo dispuesto por el artículo 73 del Código de Procedimientos Civiles para el Estado de Nuevo León. Quedando en la Secretaría de este Juzgado a disposición de la parte demandada, las copias de traslado de la demanda y documentos anexos, para que se instruya de ellos. Por otra parte, prevéngasele para que señale domicilio convencional para oír y recibir notificaciones en cualquiera de los municipios de Apodaca, General Escobedo, Guadalupe, Monterrey, San Nicolás de los Garza, San Pedro Garza García y Santa Catarina, Nuevo León, apercibido que de no hacerlo así, las subsecuentes notificaciones de carácter personal se le harán por medio de instructivo que se fije en la tabla de avisos de este Juzgado. bbox=[724, 118, 945, 718]
signature-line: C. SECRETARIO ADSCRITO AL JUZGADO bbox=[968, 592, 1161, 604]
signature-line: PRIMER DISTRITO bbox=[1267, 872, 1353, 884]
signature-line: JUZGADO CUARTO DE JURISDICCIÓN bbox=[290, 1205, 470, 1217]
notice-heading: AVISO NOTARIAL bbox=[337, 1880, 422, 1892]
notice-body: Con fecha (11) once de Agosto del año (2025) dos mil veinticinco se inició en esta Notaría a mi cargo el Procedimiento Sucesorio Testamentario a bienes del señor IGNACIO GERARDO CAVAZOS LOPEZ, habiéndose presentado ante el suscrito a denunciar dicho Procedimiento, la señora PAULA VAZQUEZ HERNANDEZ en su carácter de UNICA Y UNIVERSAL HEREDERA, y el señor IGNACIO GERARDO CAVAZOS VAZQUEZ como ALBACEA. A fin de cumplir con lo preceptuado por los Artículos (881) ochocientos ochenta y uno, (882) ochocientos ochenta y dos y demás relativos del Código de Procedimientos Civiles vigente en Estado de Nuevo León, deberá publicarse en el Periódico El Porvenir por dos veces de diez en diez días. San Pedro Garza García, N.L., a 11 de Marzo del 2025. bbox=[1184, 412, 1437, 590]
signature-line: CIVIL ORAL bbox=[579, 1052, 634, 1063]
notice-body: Con fecha 04 (cuatro) de agosto del 2025 (dos mil veinticinco), se RADICO ante la fe de la suscrita, la Escritura Pública Número (22,384) veintidós mil trescientos ochenta y cuatro, relativa a la SUCESION TESTAMENTARIA ACUMULADA EN LA VIA EXTRAJUDICIAL A BIENES DE LOS SEÑORES TOMAS GARCIA MARTINEZ y ESPERANZA DIAZ (también conocida como ESPERANZA FRANCO DIAZ y/o ESPERANZA FRANCO DE GARCIA y/o ESPERANZA FRANCO) e INTESTADA A BIENES DE LA SEÑORA MERCEDES AMPARO GARCIA FRANCO, habiendo comparecido la señora MARICELA ENRIQUEZ, en su Carácter de Unica y Universal Heredera y además como Albacea designada; y se le instruyó para que procediera al inventario y avalúo de los bienes que conformarán la masa hereditaria. Lo que se publica en esta forma y en dos ocasiones que se harán de (10) diez en (10) diez días, en el Periódico EL PORVENIR que se edita en ésta Ciudad, atento a lo preceptuado por el Artículo (882) ochocientos ochenta y dos del Código de Procedimientos Civiles vigente en el Estado. Monterrey, N.L. a 04 de agosto del 2025. bbox=[960, 1370, 1169, 1688]
notice-signature bbox=[724, 2137, 945, 2188]
signature-line: TITULAR DE LA NOTARIA PÚBLICA No. 57 bbox=[1212, 1192, 1408, 1203]
notice-signature bbox=[960, 2137, 1169, 2187]
signature-line: GAUJ-700131-Q22 bbox=[337, 2137, 422, 2149]
notice-signature bbox=[1184, 1447, 1437, 1485]
notice-heading: AVISO NOTARIAL bbox=[792, 1306, 877, 1318]
signature-line: LIC. SERGIO ELIAS GUTIERREZ bbox=[990, 950, 1139, 961]
notice-heading: EDICTO bbox=[361, 104, 399, 116]
notice-heading: AVISO NOTARIAL bbox=[1268, 1496, 1352, 1508]
signature-line: LIC. VICTOR MANUEL MARTINEZ bbox=[1233, 592, 1387, 604]
signature-line: NOTARIO PUBLICO NUMERO 108 bbox=[1232, 617, 1388, 629]
signature-line: (27, 28 y 29) bbox=[807, 745, 862, 756]
notice-signature bbox=[960, 579, 1169, 629]
notice-body: En la Ciudad de Monterrey, Nuevo León, a los 07 días del mes de Agosto del año 2025, compareció ante el suscrito Notario Público número 72, Lic. JAVIER GARCIA URRUTIA, con ejercicio en este Municipio, ARTURO GARZA MELENDEZ, a efecto de iniciar PROCEDIMIENTO SUCESORIO TESTAMENTARIO extrajudicial a bienes de MARIA ELVA MELENDEZ GARZA, también conocida como ELVA MELENDEZ GARZA, quien falleció el día 02 de Mayo 2025. El suscrito Notario Público, con apoyo en el Artículo 882 del Código Procesal Civil en el Estado de Nuevo León, dará a conocer éstas declaraciones por medio de dos publicaciones que se harán de diez en diez días, en un periódico de los de mayor circulación en el Estado, para seguir posteriormente el trámite establecido en el Capítulo VIII del mismo Ordenamiento Jurídico. DOY FE. bbox=[1184, 1842, 1437, 2033]
notice-heading: AVISO NOTARIAL bbox=[792, 1829, 877, 1841]
signature-line: ÁNGEL GABRIEL GAMEZ VÁZQUEZ bbox=[524, 1001, 689, 1013]
signature-line: OCTAVO DEL JUICIO FAMILIAR ORAL bbox=[977, 604, 1152, 616]
notice-heading: EDICTO bbox=[587, 104, 626, 116]
notice-body: "Al margen un sello que dice:- LIC. PABLO QUIROGA GONZALEZ.- TITULAR DE LA NOTARIA PÚBLICA No. 57. MONTERREY, N.L., MEX. Primer Distrito. En Escritura Pública número (6,982) de fecha 04 de Agosto de 2025, se radicó en esta Notaría la SUCESIÓN TESTAMENTARIA a bienes del señor HELIODORO RODRIGUEZ SALAZAR (TAMBIEN CONOCIDO COMO HELIODORO RODRIGUEZ SALAZAR).- Heredero y Albacea: el señor JESUS HELIODORO RODRIGUEZ GARCIA, quien no objeta el testamento y acepta el cargo conferido. Lo que se publica para los efectos de los artículos 881, 882 y demás relativos del Código de Procedimientos Civiles vigente.- Monterrey, N.L., a 4 de Agosto de 2025.- LIC. PABLO QUIROGA GONZALEZ, Titular.- Firmado.- Rúbrica.- PUBLIQUESE DOS VECES DE DIEZ EN DIEZ DIAS. Monterrey, N.L., a 4 de Agosto de 2025. bbox=[1184, 1242, 1437, 1445]
notice-body: Cadereyta Jiménez, Nuevo León.- Ante el suscrito Notario Público, comparecieron las ciudadanas BRENDA GUADALUPE MARTINEZ GUERRERO y IVETH YADIRA MARTINEZ GUERRERO solicitando la Tramitación del PROCEDIMIENTO SUCESORIO DE INTESTADO EXTRAJUDICIAL A BIENES DE LA SEÑORA ESTHELA GUERRERO TOVAR, en fecha 05 días del mes de Agosto de 2025, asentado bajo el Acta Fuera de Protocolo número (134/19,191/2025), exhibiéndome el Acta de Defunción correspondiente, en el cual se nombra a los comparecientes como Únicos y Universales Herederos, manifestando que aceptan la herencia, se reconocen entre si sus derechos hereditarios, y además la ciudadana IVETH YADIRA MARTINEZ GUERRERO como Albacea de la sucesión quien a su vez procederá a formar el inventario de los Bienes. En cumplimiento de los artículos (881) ochocientos ochenta y uno y (882) ochocientos ochenta y dos del Código de Procedimientos Civiles vigente en el Estado, se publica el presente aviso en uno de los periódicos de los de mayor circulación en el Estado, por (2) dos veces de (10) diez en (10) diez días. bbox=[724, 1844, 945, 2136]
column-1 bbox=[44, 99, 263, 2483]
signature-line: (18 y 28) bbox=[815, 2176, 855, 2187]
notice-body: AL CIUDADANO LOURDES SIERRA RODRIGUEZ. DOMICILIO IGNORADO. En el Juzgado Octavo de Juicio Familiar Oral del Primer Distrito Judicial del Estado, por auto de fecha 19 diecinueve de diciembre del 2024 dos mil veinticuatro, se admite a trámite el procedimiento de ejecución de sentencia (Liquidación de la Sociedad Conyugal) que promueve Eduardo Nicolás Rodríguez Lam en contra de Lourdes Sierra Rodriguez, radicado bajo el número de expediente judicial 33/2023, de conformidad con lo dispuesto en los articulos 98, 99, 472, 474, 612, 614, 990, 1123 del Código de Procedimientos Civiles, en acatamiento a lo ordenado mediante auto de fecha 6 seis de agosto del 2025 dos mil veinticinco, con fundamento en el articulo 73 del Código de Procedimientos Civiles, ésta Autoridad tiene a bien ordenar que el emplazamiento ordenado en el auto de fecha 19 diecinueve de diciembre del 2024 dos mil veinticuatro, respecto de Lourdes Sierra Rodríguez, se haga por medio de edictos que se publicarán por tres veces consecutivos tanto en el Periódico Oficial, Boletin Judicial y en el Periódico "El Porvenir" que se editan en la Ciudad, a fin de que dentro del término de 3 tres días ocurra al local de éste Juzgado Octavo de Juicio Familiar Oral del Primer Distrito Judicial del Estado, a manifestar lo que a sus derechos convenga; en la aclaración hecha de que la notificación realizada de ésta forma surtirá sus efectos a los 10-diez días contados desde el siguiente al de la última publicación del edicto, quedando en la Secretaría de este Juzgado las copias simples del escrito inicial y demás documentos acompañados, a fin de que se imponga de ellos. bbox=[960, 118, 1169, 577]
signature-line: (26, 27 y 28) bbox=[126, 1984, 182, 1996]
signature-line: FAMILIAR ORAL DEL DÉCIMO TERCER bbox=[63, 1358, 245, 1370]
notice-body: En la Ciudad de Monterrey, Nuevo León, en el Juzgado Tercero de lo Civil del Primer Distrito Judicial en el Estado, a las 11:30 once horas con treinta minutos del día 10 diez de septiembre de 2025 dos mil veinticinco, tendrá verificativo la Audiencia de Venta Judicial el bien inmueble objeto de la Litis dentro de los autos del expediente judicial número 387/2022, relativo al juicio ordinario civil que promueven: 1. Diana Alejandra Mendoza Cantú, en su carácter de albacea de la sucesión a bienes de José Humberto Mendoza Garza. 2. Diana Lesvia Cantú Estrada, en su carácter de coheredera de la sucesión a bienes de José Humberto Mendoza Garza. 3. Erika Patricia Mendoza Cantú, en su carácter de coheredera de la sucesión a bienes de José Humberto Mendoza Garza; y 4. José Humberto Mendoza Cantú, en su carácter de coheredero de la sucesión a bienes de José Humberto Mendoza Garza. En contra de Baltazar Mendoza Garza, el cual a continuación se describe: "finca marcada con el número 726 Norte de la calle Martín de Zavala de esta Ciudad, compuesta de sala, recámara, comedor, cocina y cuarto interior, dotada de los servicios de luz, agua y drenaje, construcción de ladrillo, techos de concreto y pisos de mosaico, que se localiza en la manzana comprendida por las siguientes calles: al Norte Carlos C. Salazar, al Sur General Treviño, al Oriente Martín de Zavala y al Poniente Juan Méndez, colindando al Norte con propiedad de la señora Antonia M. Viuda de Martínez, al Sur y Poniente con propiedad del Sr. Eleuterio Eizondo y al Oriente frente hacia la expresa calle Martín de Zavala." Al efecto convóquese a postores por medio de edictos que deberán publicarse dos veces en cualquiera de los periódicos El Porvenir, El Norte, Milenio Diario o ABC que se editan en esta ciudad, entendiéndose que entre la primera y la segunda publicación deberá mediar un lapso de 9 nueve días, sirviendo como postura legal la cantidad que cubra las dos terceras partes del valor avalúo rendido por los peritos designados en autos, en la inteligencia de que los representantes de personas físicas o morales, a fin de que pueda participar como postores, deberán acompañar poder otorgado en los términos de los artículos 2448 y 2481 del Código Civil para el Estado de Nuevo León, esto es, que contenga cláusula especial para intervenir en las subastas judiciales, tal y como lo establece el artículo 536 del Código de Procedimientos Civiles vigente en el Estado. Al efecto, la Secretaría de éste Juzgado les proporcionará mayores informes a los interesados, esto de conformidad con el artículo 535 del código procesal civil en consulta. DOY FE. bbox=[51, 118, 256, 858]
signature-line: SEGUNDO DISTRITO EN EL ESTADO bbox=[749, 2163, 920, 2175]
notice-heading: EDICTO bbox=[1291, 666, 1330, 678]
notice-signature bbox=[1184, 591, 1437, 654]
column-3 bbox=[495, 99, 717, 2483]
signature-line: (26, 27 y 28) bbox=[126, 1397, 182, 1408]
signature-line: LIC. JAVIER GARCIA URRUTIA bbox=[308, 2112, 451, 2123]
notice-heading: PUBLICACIÓN NOTARIAL bbox=[1003, 1355, 1126, 1368]
notice-signature bbox=[51, 2188, 256, 2251]
signature-line: NOTARIO PUBLICO TITULAR DE LA bbox=[982, 1715, 1148, 1727]
signature-line: MAMV-680824-DT6 bbox=[1267, 629, 1354, 641]
signature-line: JUZGADO SEGUNDO DE JURISDICCIÓN bbox=[513, 2099, 700, 2111]
signature-line: TERCERO DE LO CIVIL bbox=[100, 1972, 207, 1983]
notice-heading: EDICTO bbox=[1045, 640, 1084, 653]
signature-line: NÚMERO CINCO bbox=[115, 2214, 192, 2225]
signature-line: (18 y 28) bbox=[1045, 1000, 1084, 1012]
masthead bbox=[87, 42, 351, 90]
notice-body: Cadereyta Jiménez, Nuevo León.- Ante el suscrito Notario Público, comparecieron los ciudadanos JOSE GUADALUPE CANTU MENDOZA, ROSARIO CANTU MENDOZA, MARIA DEL ROSARIO CANTU FAZ y GONZALO CANTU FAZ, solicitando la Tramitación del PROCEDIMIENTO SUCESORIO DE INTESTADO EXTRAJUDICIAL A BIENES DE LA SEÑORA SAN JUANA MENDOZA, en fecha 07 días del mes de Agosto de 2025, asentado bajo el Acta Fuera de Protocolo número (134/19,221/2025), exhibiéndome el Acta de Defunción correspondiente, en el cual se nombra a los comparecientes como Únicos y Universales Herederos, manifestando que aceptan la herencia, se reconocen entre sí sus derechos hereditarios, y además el ciudadano JOSE GUADALUPE CANTU MENDOZA como Albacea de la sucesión, quien a su vez procederá a formar el inventario de los Bienes. En cumplimiento de los artículos (881) y (882) del Código de Procedimientos Civiles vigente en el Estado, se publica el presente aviso en uno de los periódicos de los de mayor circulación en el Estado, por (2) dos veces de (10) diez en (10) diez días. bbox=[1184, 1510, 1437, 1765]
signature-line: LIC. PABLO QUIROGA GONZALEZ bbox=[1231, 1447, 1390, 1459]
signature-line: LA C. SECRETARIA DEL JUZGADO QUINTO bbox=[53, 1346, 255, 1358]
signature-line: C. SECRETARIO ADSCRITO A LA bbox=[530, 1013, 683, 1025]
notice-heading: AVISO NOTARIAL bbox=[792, 769, 877, 781]
signature-line: LICENCIADO MANUEL ABRAHAM bbox=[301, 1167, 458, 1179]
signature-line: CONCURRENTE DEL PRIMER DISTRITO bbox=[513, 2112, 700, 2123]
notice-heading: PUBLICACIÓN NOTARIAL bbox=[1249, 1228, 1372, 1240]
notice-signature bbox=[51, 1946, 256, 1996]
notice-heading: PUBLICACIÓN bbox=[1030, 1024, 1099, 1036]
signature-line: NOTARIA PUBLICA NUMERO 67 bbox=[1236, 361, 1384, 373]
signature-line: (18 y 28) bbox=[1291, 1204, 1330, 1216]
column-4 bbox=[717, 99, 952, 2483]
notice-heading: EDICTO bbox=[135, 922, 173, 934]
signature-line: TITULAR DE LA NOTARÍA PÚBLICA 134 bbox=[1219, 1779, 1401, 1791]
signature-line: AAGE-680522-269 bbox=[1268, 885, 1352, 897]
